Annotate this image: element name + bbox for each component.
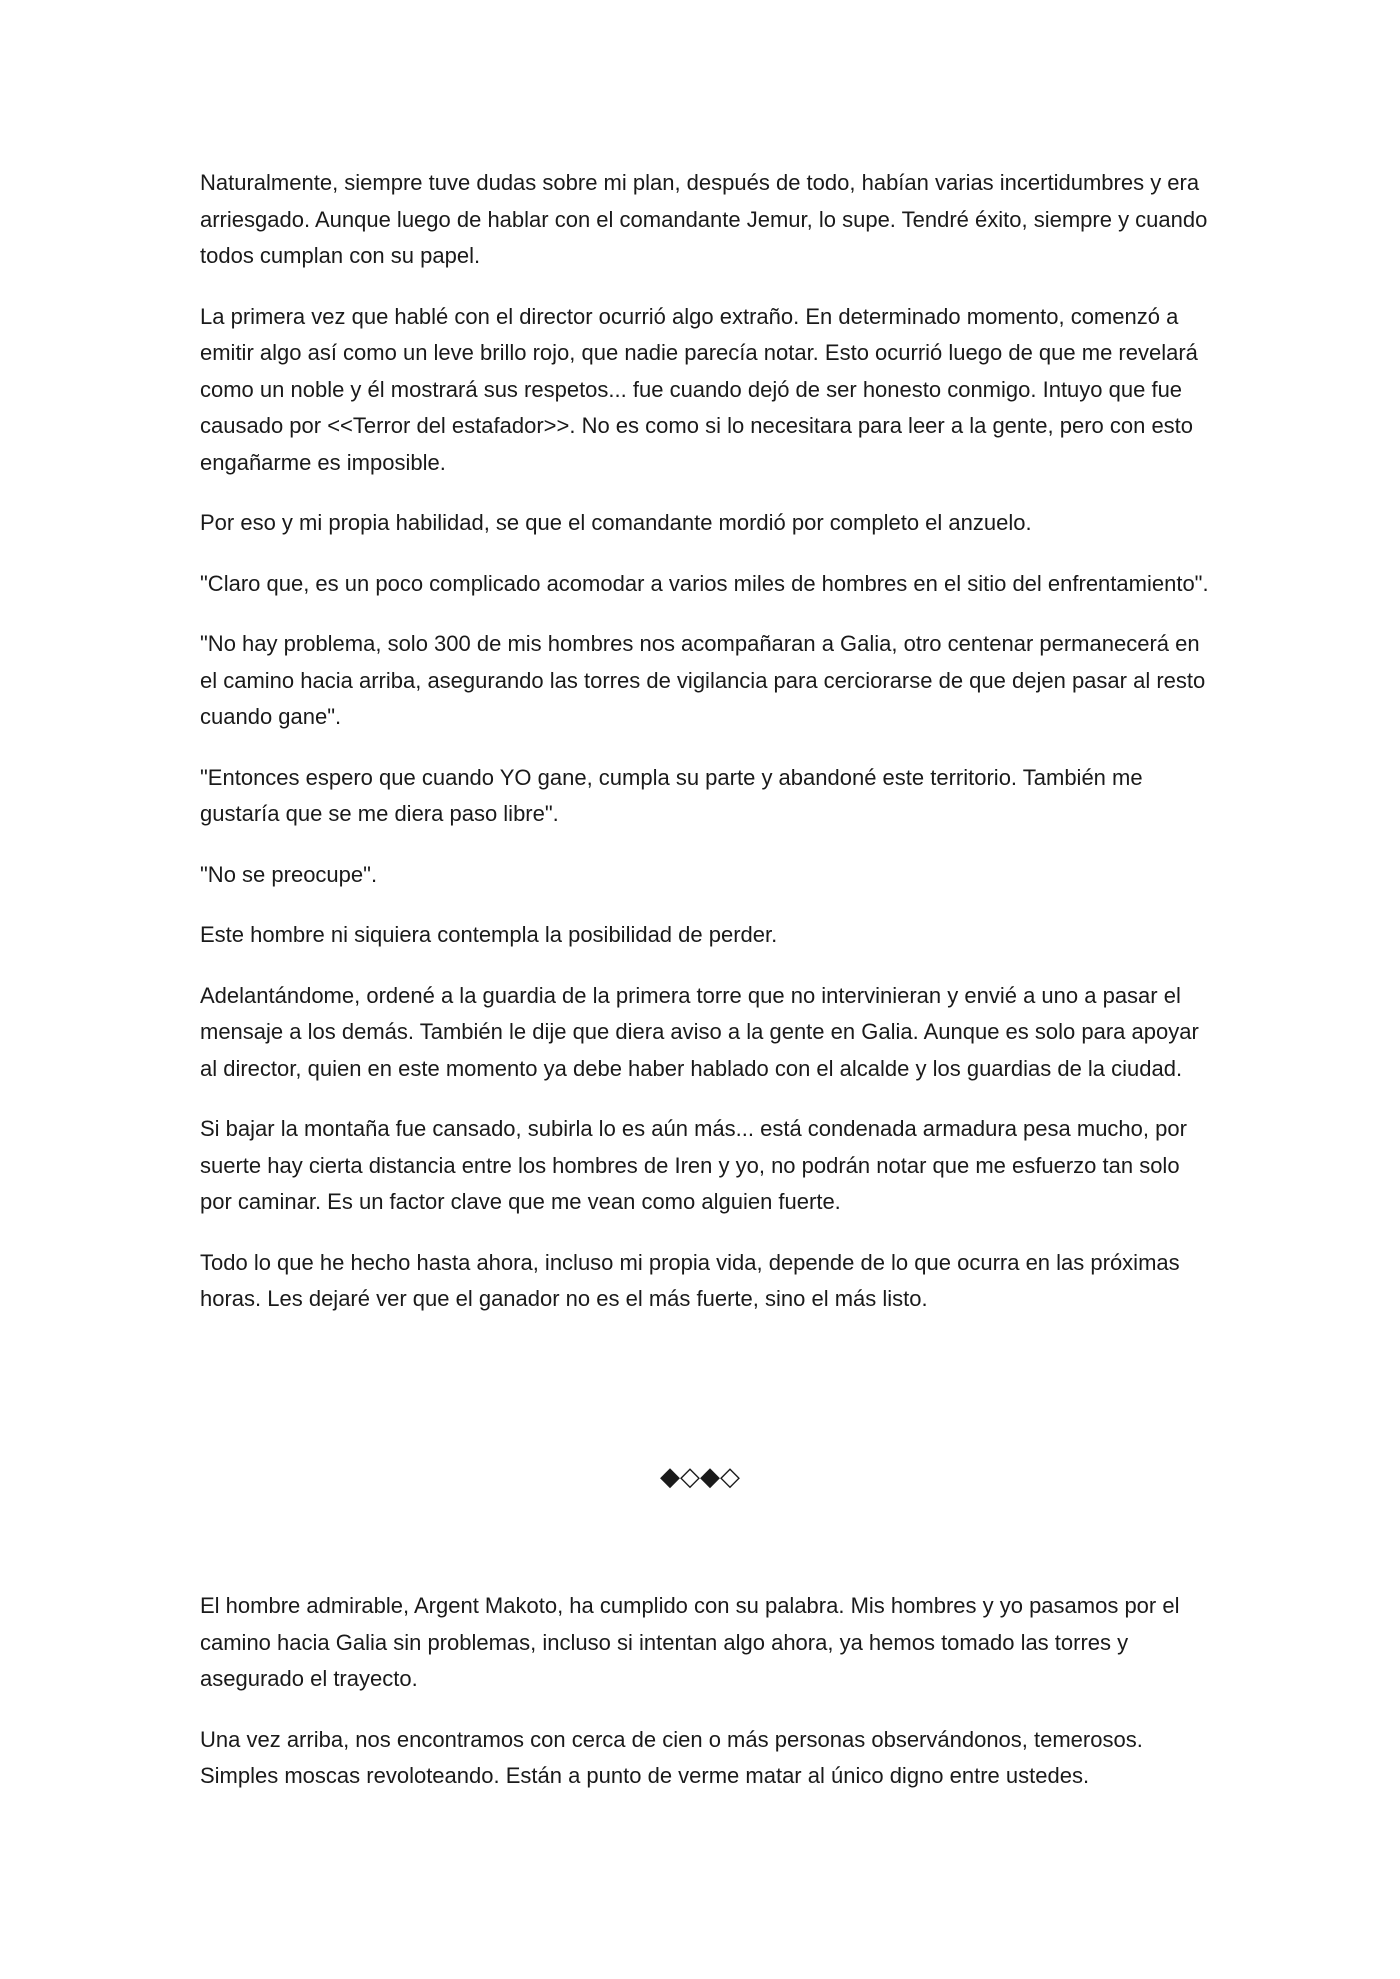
text-section-bottom xyxy=(200,1588,1215,1819)
paragraph: Este hombre ni siquiera contempla la posibilidad de perder. xyxy=(200,922,778,947)
text-section-top xyxy=(200,165,1215,1342)
paragraph: Adelantándome, ordené a la guardia de la primera torre que no intervinieran y envié a uno a pasar el mensaje a los demás. También le dije que diera aviso a la gente en Galia. Aunque es solo para apoyar al director, quien en este momento ya debe haber hablado con el alcalde y los guardias de la ciudad. xyxy=(200,982,1199,1081)
paragraph: "Entonces espero que cuando YO gane, cumpla su parte y abandoné este territorio. También me gustaría que se me diera paso libre". xyxy=(200,764,1143,826)
paragraph: Todo lo que he hecho hasta ahora, incluso mi propia vida, depende de lo que ocurra en las próximas horas. Les dejaré ver que el ganador no es el más fuerte, sino el más listo. xyxy=(200,1249,1180,1311)
paragraph: La primera vez que hablé con el director ocurrió algo extraño. En determinado momento, comenzó a emitir algo así como un leve brillo rojo, que nadie parecía notar. Esto ocurrió luego de que me revelará como un noble y él mostrará sus respetos... fue cuando dejó de ser honesto conmigo. Intuyo que fue causado por <<Terror del estafador>>. No es como si lo necesitara para leer a la gente, pero con esto engañarme es imposible. xyxy=(200,303,1198,475)
paragraph: Naturalmente, siempre tuve dudas sobre mi plan, después de todo, habían varias incertidumbres y era arriesgado. Aunque luego de hablar con el comandante Jemur, lo supe. Tendré éxito, siempre y cuando todos cumplan con su papel. xyxy=(200,170,1208,268)
paragraph: El hombre admirable, Argent Makoto, ha cumplido con su palabra. Mis hombres y yo pasamos por el camino hacia Galia sin problemas, incluso si intentan algo ahora, ya hemos tomado las torres y asegurado el trayecto. xyxy=(200,1593,1180,1691)
paragraph: "No hay problema, solo 300 de mis hombres nos acompañaran a Galia, otro centenar permanecerá en el camino hacia arriba, asegurando las torres de vigilancia para cerciorarse de que dejen pasar al resto cuando gane". xyxy=(200,631,1206,729)
paragraph: Por eso y mi propia habilidad, se que el comandante mordió por completo el anzuelo. xyxy=(200,510,1032,535)
paragraph: Una vez arriba, nos encontramos con cerca de cien o más personas observándonos, temerosos. Simples moscas revoloteando. Están a punto de verme matar al único digno entre ustedes. xyxy=(200,1726,1143,1788)
scene-separator: ◆◇◆◇ xyxy=(660,1462,740,1492)
paragraph: "Claro que, es un poco complicado acomodar a varios miles de hombres en el sitio del enfrentamiento". xyxy=(200,570,1209,596)
paragraph: "No se preocupe". xyxy=(200,861,378,887)
paragraph: Si bajar la montaña fue cansado, subirla lo es aún más... está condenada armadura pesa mucho, por suerte hay cierta distancia entre los hombres de Iren y yo, no podrán notar que me esfuerzo tan solo por caminar. Es un factor clave que me vean como alguien fuerte. xyxy=(200,1116,1187,1214)
